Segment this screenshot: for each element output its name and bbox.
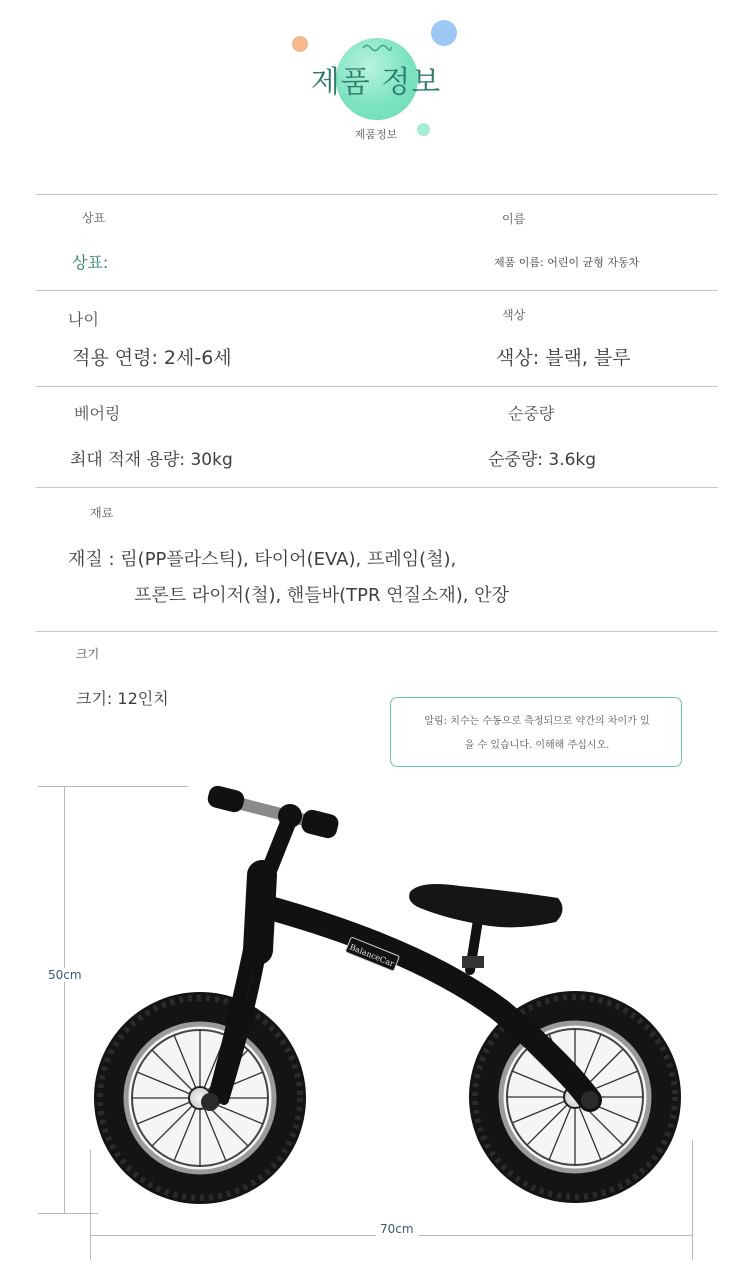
color-value: 색상: 블랙, 블루 — [496, 347, 631, 369]
age-label: 나이 — [68, 310, 99, 329]
age-value: 적용 연령: 2세-6세 — [72, 347, 232, 369]
notice-box — [390, 697, 682, 767]
brand-value: 상표: — [72, 253, 109, 272]
wave-icon — [362, 42, 392, 52]
weight-value: 순중량: 3.6kg — [488, 450, 597, 470]
height-dimension-label: 50cm — [44, 968, 86, 982]
page-title: 제품 정보 — [310, 65, 442, 100]
front-wheel — [94, 992, 306, 1204]
balance-bike-image — [0, 770, 752, 1230]
size-label: 크기 — [76, 647, 100, 661]
color-label: 색상 — [502, 308, 526, 322]
bearing-label: 베어링 — [74, 404, 121, 423]
frame-decal-text: BalanceCar — [348, 942, 396, 969]
name-label: 이름 — [502, 212, 526, 226]
material-label: 재료 — [90, 506, 114, 520]
material-value-line2: 프론트 라이저(철), 핸들바(TPR 연질소재), 안장 — [134, 585, 509, 606]
name-value: 제품 이름: 어린이 균형 자동차 — [494, 256, 640, 269]
decor-dot-blue — [431, 20, 457, 46]
size-value: 크기: 12인치 — [76, 689, 169, 708]
bearing-value: 최대 적재 용량: 30kg — [70, 450, 233, 470]
divider — [36, 631, 718, 632]
weight-label: 순중량 — [508, 404, 555, 423]
notice-text-line1: 알림: 치수는 수동으로 측정되므로 약간의 차이가 있 — [424, 716, 650, 727]
material-value-line1: 재질 : 림(PP플라스틱), 타이어(EVA), 프레임(철), — [68, 549, 457, 570]
length-dimension-label: 70cm — [376, 1222, 418, 1236]
decor-dot-orange — [292, 36, 308, 52]
brand-label: 상표 — [82, 211, 106, 225]
notice-text-line2: 을 수 있습니다. 이해해 주십시오. — [464, 740, 610, 751]
divider — [36, 386, 718, 387]
divider — [36, 487, 718, 488]
divider — [36, 194, 718, 195]
divider — [36, 290, 718, 291]
page-subtitle: 제품정보 — [354, 128, 398, 141]
